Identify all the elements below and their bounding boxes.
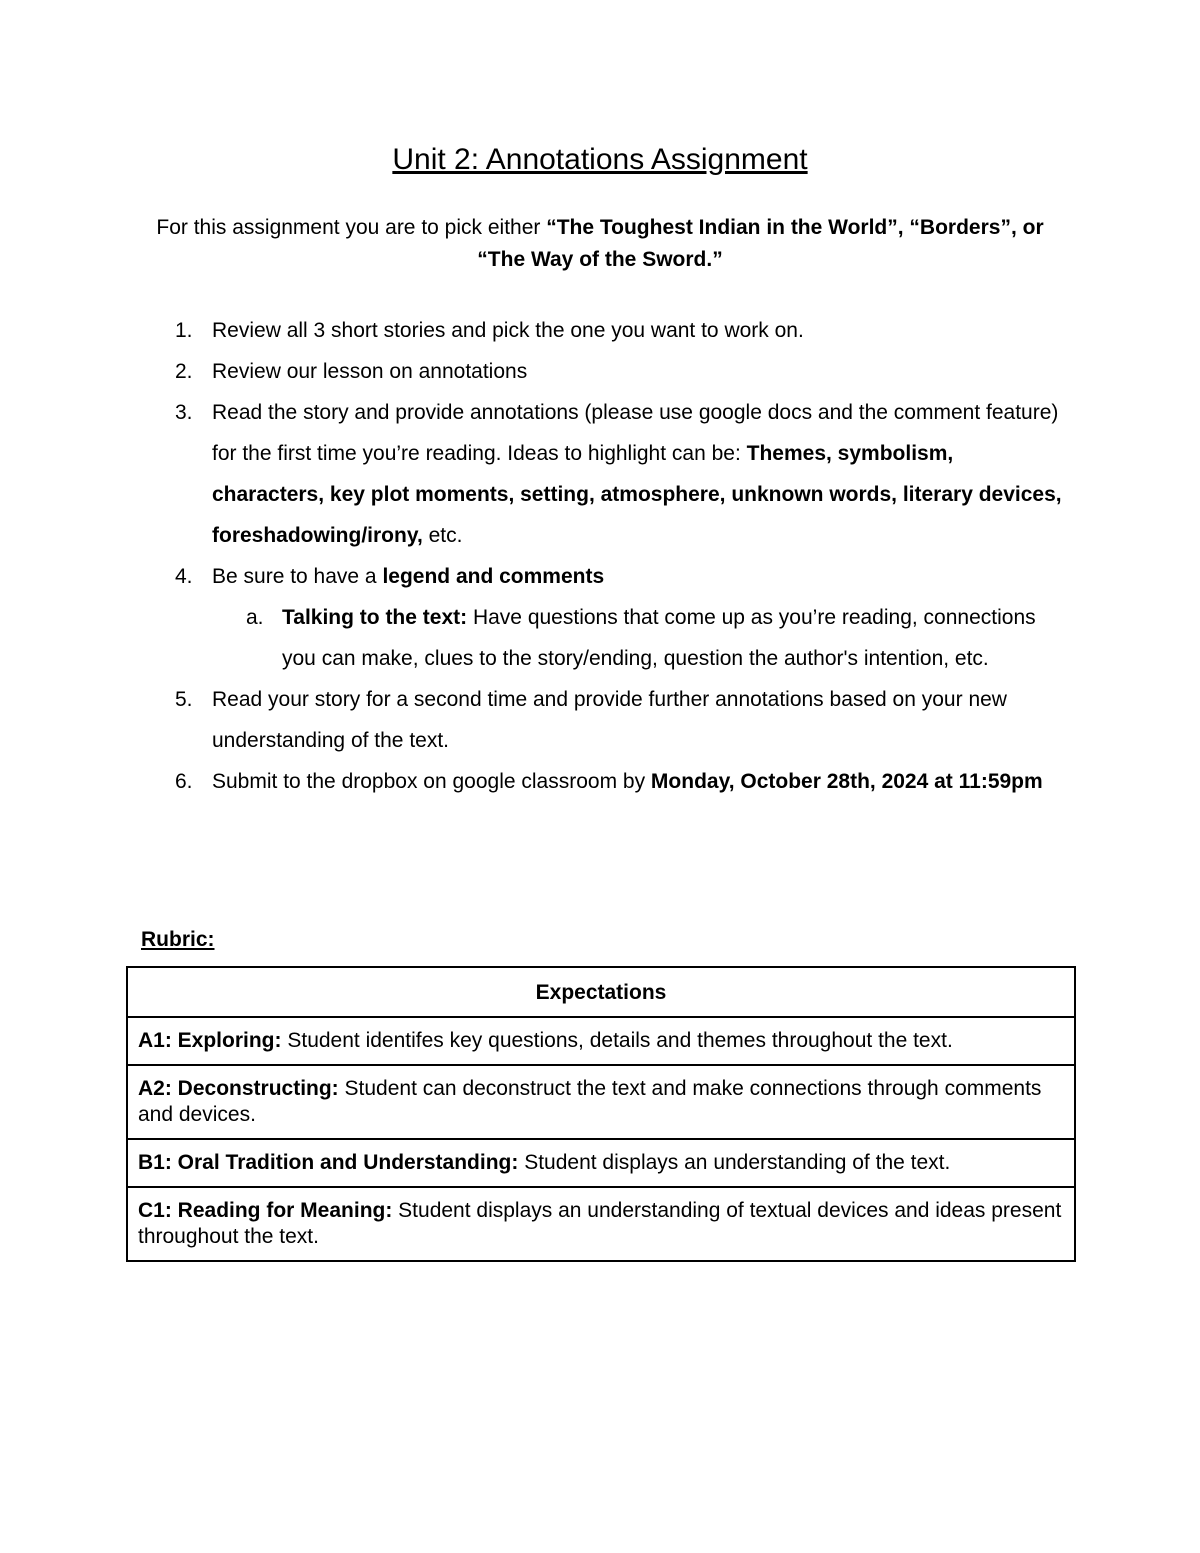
step-bold-text: legend and comments (382, 565, 605, 588)
step-text: Be sure to have a (212, 565, 383, 588)
criterion-code: B1: Oral Tradition and Understanding: (138, 1151, 519, 1174)
table-header: Expectations (127, 967, 1075, 1017)
table-cell (127, 1017, 1075, 1065)
table-row (127, 1065, 1075, 1139)
list-item (170, 679, 1070, 761)
page-title: Unit 2: Annotations Assignment (392, 143, 808, 176)
list-item (170, 761, 1070, 802)
table-header-row (127, 967, 1075, 1017)
rubric-table (126, 966, 1076, 1262)
criterion-text: Student displays an understanding of textual devices and ideas present throughout the text. (138, 1199, 1062, 1248)
table-cell (127, 1139, 1075, 1187)
step-bold-text: Monday, October 28th, 2024 at 11:59pm (650, 770, 1043, 793)
sub-step-text: Have questions that come up as you’re reading, connections you can make, clues to the story/ending, question the author's intention, etc. (282, 606, 1036, 670)
step-number: 4. (175, 565, 193, 588)
list-item (170, 392, 1070, 556)
criterion-text: Student identifes key questions, details and themes throughout the text. (281, 1029, 953, 1052)
table-row (127, 1139, 1075, 1187)
criterion-code: A2: Deconstructing: (138, 1077, 339, 1100)
step-number: 2. (175, 360, 193, 383)
criterion-code: A1: Exploring: (138, 1029, 282, 1052)
list-item (170, 351, 1070, 392)
step-text: Review our lesson on annotations (212, 360, 528, 383)
table-row (127, 1187, 1075, 1261)
step-number: 3. (175, 401, 193, 424)
list-item (170, 556, 1070, 597)
criterion-code: C1: Reading for Meaning: (138, 1199, 393, 1222)
criterion-text: Student can deconstruct the text and make connections through comments and devices. (138, 1077, 1042, 1126)
step-number: 5. (175, 688, 193, 711)
table-row (127, 1017, 1075, 1065)
intro-stories: “The Toughest Indian in the World”, “Borders”, or “The Way of the Sword.” (477, 216, 1044, 271)
step-text: Read the story and provide annotations (please use google docs and the comment feature) for the first time you’re reading. Ideas to highlight can be: (212, 401, 1059, 465)
steps-list (170, 310, 1070, 802)
table-cell (127, 1065, 1075, 1139)
intro-prefix: For this assignment you are to pick either (156, 216, 547, 239)
rubric-label: Rubric: (141, 928, 215, 951)
sub-step-letter: a. (246, 606, 264, 629)
step-text: Submit to the dropbox on google classroom by (212, 770, 651, 793)
intro-paragraph (150, 212, 1050, 276)
step-suffix: etc. (422, 524, 463, 547)
sub-step-bold-text: Talking to the text: (282, 606, 468, 629)
list-item (170, 310, 1070, 351)
step-text: Review all 3 short stories and pick the one you want to work on. (212, 319, 804, 342)
criterion-text: Student displays an understanding of the text. (518, 1151, 951, 1174)
step-bold-text: Themes, symbolism, characters, key plot moments, setting, atmosphere, unknown words, literary devices, foreshadowing/irony, (212, 442, 1062, 547)
table-cell (127, 1187, 1075, 1261)
step-number: 1. (175, 319, 193, 342)
step-number: 6. (175, 770, 193, 793)
step-text: Read your story for a second time and provide further annotations based on your new understanding of the text. (212, 688, 1007, 752)
sub-list-item (170, 597, 1070, 679)
